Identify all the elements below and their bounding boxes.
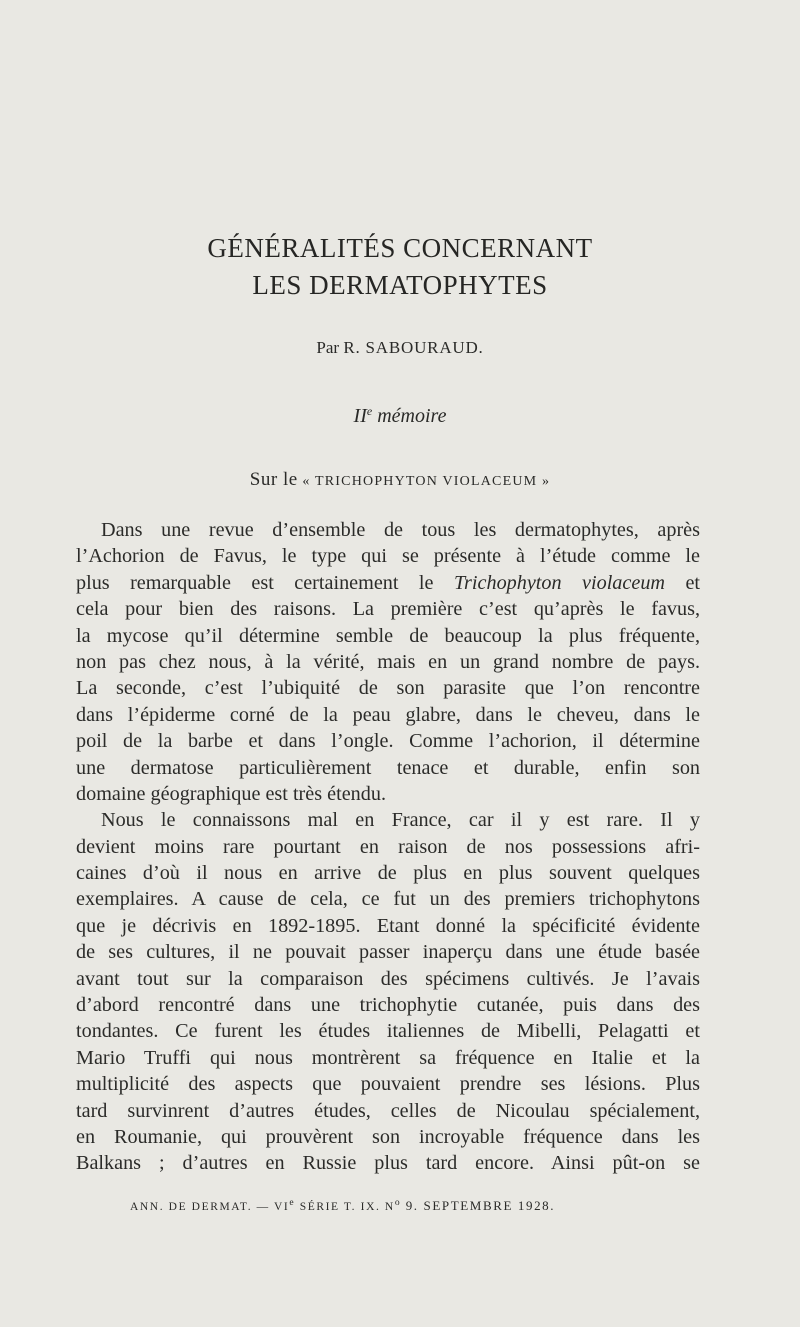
author-line (0, 338, 800, 358)
body-text: plus remarquable est certainement le (76, 571, 434, 594)
body-line: La seconde, c’est l’ubiquité de son parasite que l’on rencontre (76, 677, 700, 700)
body-line: tondantes. Ce furent les études italiennes de Mibelli, Pelagatti et (76, 1020, 700, 1043)
body-line: caines d’où il nous en arrive de plus en plus souvent quelques (76, 862, 700, 885)
body-line: tard survinrent d’autres études, celles de Nicoulau spécialement, (76, 1099, 700, 1122)
memoir-superscript: e (366, 404, 373, 418)
body-line: poil de la barbe et dans l’ongle. Comme l’achorion, il détermine (76, 730, 700, 753)
body-line: d’abord rencontré dans une trichophytie cutanée, puis dans des (76, 994, 700, 1017)
footer-issue: 9. SEPTEMBRE 1928. (405, 1197, 556, 1213)
author-name: R. SABOURAUD. (343, 338, 484, 357)
body-line: exemplaires. A cause de cela, ce fut un des premiers trichophytons (76, 888, 700, 911)
body-line: Balkans ; d’autres en Russie plus tard encore. Ainsi pût-on se (76, 1152, 700, 1175)
body-line: que je décrivis en 1892-1895. Etant donné la spécificité évidente (76, 914, 700, 937)
body-line: domaine géographique est très étendu. (76, 782, 386, 805)
body-line: dans l’épiderme corné de la peau glabre, dans le cheveu, dans le (76, 703, 700, 726)
body-line: multiplicité des aspects que pouvaient prendre ses lésions. Plus (76, 1073, 700, 1096)
footer-series-sup: e (289, 1197, 296, 1208)
body-line: cela pour bien des raisons. La première c’est qu’après le favus, (76, 598, 700, 621)
species-name-italic: Trichophyton violaceum (453, 571, 665, 594)
body-line: devient moins rare pourtant en raison de nos possessions afri- (76, 835, 700, 858)
memoir-word: mémoire (377, 405, 447, 427)
footer-number-sup: o (394, 1197, 402, 1208)
body-line: Dans une revue d’ensemble de tous les dermatophytes, après (101, 519, 700, 541)
journal-footer (130, 1197, 555, 1214)
article-body (76, 517, 700, 1177)
article-title-line-1: GÉNÉRALITÉS CONCERNANT (207, 233, 593, 263)
body-line: Mario Truffi qui nous montrèrent sa fréquence en Italie et la (76, 1046, 700, 1069)
body-line: la mycose qu’il détermine semble de beaucoup la plus fréquente, (76, 624, 700, 647)
article-title-line-2: LES DERMATOPHYTES (252, 270, 548, 300)
memoir-number: II (353, 405, 367, 427)
body-line: avant tout sur la comparaison des spécimens cultivés. Je l’avais (76, 967, 700, 990)
body-line: non pas chez nous, à la vérité, mais en un grand nombre de pays. (76, 650, 700, 673)
body-text: et (685, 571, 701, 594)
footer-journal: ANN. DE DERMAT. — VI (130, 1200, 290, 1213)
author-prefix: Par (316, 338, 340, 357)
subtitle-species: « TRICHOPHYTON VIOLACEUM » (302, 474, 551, 489)
body-line: de ses cultures, il ne pouvait passer inaperçu dans une étude basée (76, 941, 700, 964)
memoir-heading (0, 404, 800, 428)
section-subtitle (0, 469, 800, 491)
footer-series: SÉRIE T. IX. N (299, 1200, 395, 1213)
body-line: une dermatose particulièrement tenace et durable, enfin son (76, 756, 700, 779)
body-line: Nous le connaissons mal en France, car il y est rare. Il y (101, 809, 700, 832)
body-line: en Roumanie, qui prouvèrent son incroyable fréquence dans les (76, 1125, 700, 1148)
subtitle-prefix: Sur le (249, 469, 298, 490)
body-line: l’Achorion de Favus, le type qui se présente à l’étude comme le (76, 545, 700, 568)
body-line (76, 570, 700, 596)
